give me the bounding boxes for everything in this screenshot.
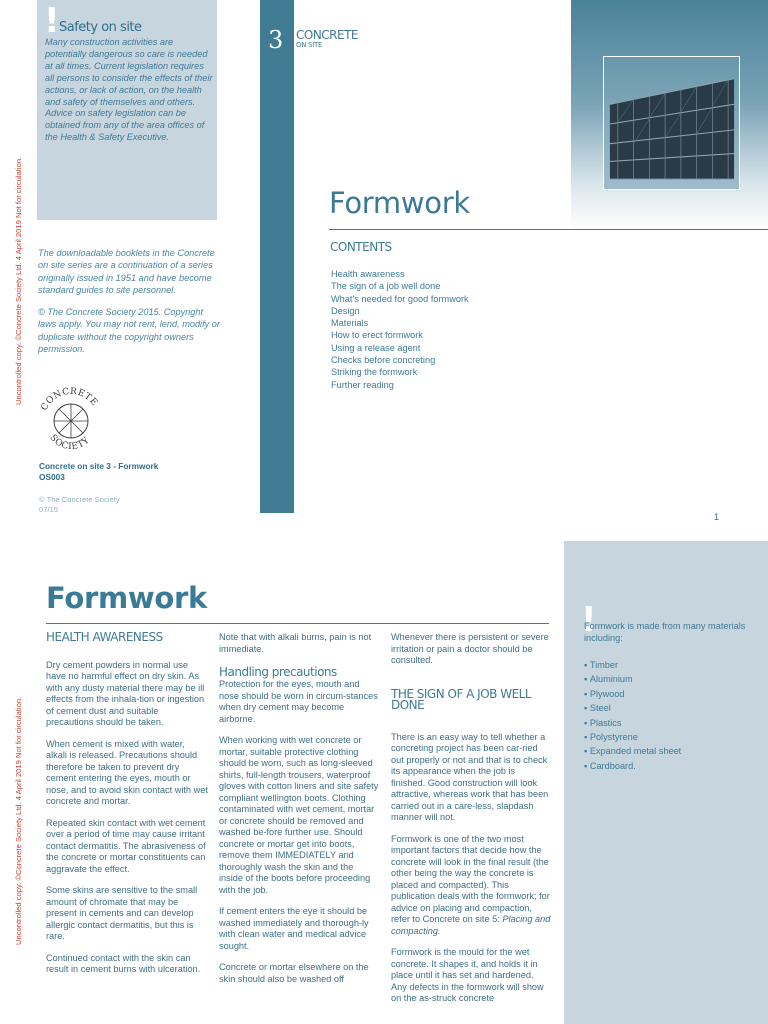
paragraph: Repeated skin contact with wet cement over a period of time may cause irritant contact dermatitis. The abrasiveness of the concrete or mortar constituents can aggravate the effect. [46, 817, 206, 874]
material-item: ▪ Steel [584, 701, 681, 715]
column-handling-precautions [219, 632, 379, 995]
svg-text:SOCIETY: SOCIETY [47, 433, 92, 453]
title-rule [46, 623, 549, 624]
credit-line: © The Concrete Society [39, 495, 120, 504]
contents-item: What's needed for good formwork [331, 293, 469, 304]
material-item: ▪ Plywood [584, 687, 681, 701]
copyright-paragraph: © The Concrete Society 2015. Copyright laws apply. You may not rent, lend, modify or duplicate without the copyright owners permission. [38, 307, 220, 355]
contents-item: Checks before concreting [331, 355, 436, 366]
section-heading: HEALTH AWARENESS [46, 630, 163, 644]
paragraph: When working with wet concrete or mortar, suitable protective clothing should be worn, such as long-sleeved shirts, full-length trousers, waterproof gloves with cotton liners and site safety compliant wellington boots. Clothing contaminated with wet cement, mortar or concrete should be removed and washed be-fore further use. Should concrete or mortar get into boots, remove them IMMEDIATELY and thoroughly wash the skin and the inside of the boots before proceeding with the job. [219, 735, 379, 895]
safety-box [37, 0, 217, 220]
paragraph: Continued contact with the skin can result in cement burns with ulceration. [46, 952, 201, 974]
column-job-well-done [391, 632, 551, 1015]
paragraph-text: Formwork is one of the two most important factors that decide how the concrete will look in the final result (the other being the way the concrete is placed and compacted). This publication deals with the formwork; for advice on placing and compaction, refer to Concrete on site 5: [391, 833, 550, 924]
paragraph: Some skins are sensitive to the small amount of chromate that may be present in cements and can develop allergic contact dermatitis, but this is rare. [46, 885, 198, 941]
exclamation-icon: ! [44, 1, 60, 41]
material-item: ▪ Plastics [584, 716, 681, 730]
material-item: ▪ Aluminium [584, 672, 681, 686]
contents-item: The sign of a job well done [331, 281, 441, 292]
concrete-society-logo [34, 384, 108, 458]
cover-title: Formwork [329, 186, 470, 220]
publication-reference: Placing and compacting. [391, 914, 551, 936]
paragraph: Formwork is the mould for the wet concrete. It shapes it, and holds it in place until it has set and hardened. Any defects in the formwork will show on the as-struck concrete [391, 947, 544, 1003]
page-number: 1 [714, 512, 720, 522]
paragraph: If cement enters the eye it should be washed immediately and thorough-ly with clean water and medical advice sought. [219, 906, 369, 951]
contents-item: Health awareness [331, 269, 405, 279]
paragraph: There is an easy way to tell whether a concreting project has been car-ried out properly or not and that is to check its appearance when the job is finished. Good construction will look attractive, whereas work that has been carried out in a care-less, slapdash manner will not. [391, 731, 549, 822]
material-item: ▪ Polystyrene [584, 730, 681, 744]
logo-lettering: CONCRETE [39, 386, 100, 413]
paragraph: Protection for the eyes, mouth and nose should be worn in circum-stances when dry cement may become airborne. [219, 679, 378, 724]
materials-panel [564, 541, 768, 1024]
contents-item: Design [331, 305, 360, 316]
paragraph: Whenever there is persistent or severe irritation or pain a doctor should be consulted. [391, 632, 549, 665]
contents-item: Striking the formwork [331, 367, 418, 378]
intro-paragraph: The downloadable booklets in the Concrete on site series are a continuation of a series originally issued in 1951 and have become standard guides to site personnel. [38, 248, 215, 295]
booklet-code: OS003 [39, 472, 65, 482]
safety-text: Many construction activities are potentially dangerous so care is needed at all times. Current legislation requires all persons to consider the effects of their actions, or lack of action, on the health and safety of themselves and others. Advice on safety legislation can be obtained from any of the area offices of the Health & Safety Executive. [45, 37, 213, 143]
material-item: ▪ Expanded metal sheet [584, 744, 681, 758]
series-number: 3 [268, 26, 284, 54]
paragraph: Concrete or mortar elsewhere on the skin should also be washed off [219, 962, 369, 984]
safety-title: Safety on site [59, 20, 142, 35]
contents-heading: CONTENTS [330, 240, 392, 254]
paragraph [391, 834, 551, 938]
materials-intro: Formwork is made from many materials including: [584, 621, 746, 643]
series-subtitle: ON SITE [296, 41, 323, 49]
series-strip [260, 0, 294, 513]
intro-text [38, 247, 222, 365]
page-title: Formwork [46, 581, 207, 615]
title-rule [329, 229, 768, 230]
credit [39, 495, 120, 514]
column-health-awareness [46, 632, 208, 986]
contents-list [331, 268, 469, 391]
section-heading: THE SIGN OF A JOB WELL DONE [391, 686, 532, 712]
contents-item: Materials [331, 318, 369, 329]
contents-item: Using a release agent [331, 342, 421, 353]
material-item: ▪ Cardboard. [584, 759, 681, 773]
issue-date: 07/15 [39, 504, 59, 514]
subheading: Handling precautions [219, 665, 337, 679]
materials-list [584, 658, 681, 773]
paragraph: When cement is mixed with water, alkali is released. Precautions should therefore be taken to prevent dry cement entering the eyes, mouth or nose, and to avoid skin contact with wet concrete and mortar. [46, 738, 208, 806]
scaffold-formwork-photo [603, 56, 740, 190]
paragraph: Note that with alkali burns, pain is not immediate. [219, 632, 372, 654]
material-item: ▪ Timber [584, 658, 681, 672]
series-name: CONCRETE [296, 28, 359, 42]
contents-item: How to erect formwork [331, 330, 423, 341]
booklet-title: Concrete on site 3 - Formwork [39, 461, 159, 471]
contents-item: Further reading [331, 379, 394, 390]
copy-notice: Uncontrolled copy. ©Concrete Society Ltd. 4 April 2019 Not for circulation. [14, 696, 23, 945]
exclamation-icon: ! [581, 600, 597, 640]
paragraph: Dry cement powders in normal use have no harmful effect on dry skin. As with any dusty material there may be ill effects from the inhala-tion or ingestion of cement dust and suitable precautions should be taken. [46, 659, 205, 727]
copy-notice: Uncontrolled copy. ©Concrete Society Ltd. 4 April 2019 Not for circulation. [14, 156, 23, 405]
svg-text:CONCRETE [40, 387, 100, 413]
